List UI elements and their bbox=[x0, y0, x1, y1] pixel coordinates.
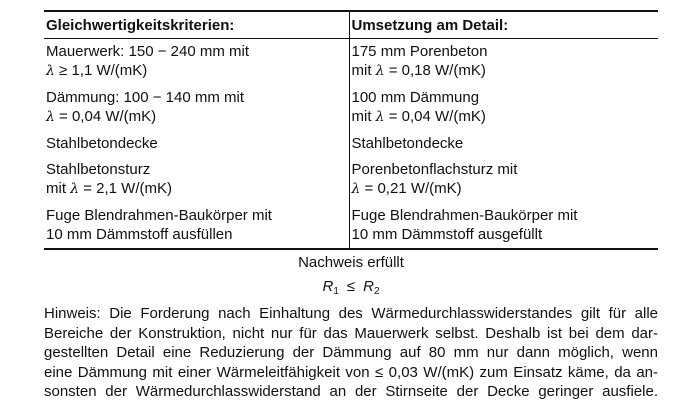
cell-text: Porenbetonflachsturz mit bbox=[351, 161, 518, 178]
table-row bbox=[44, 203, 658, 249]
cell-text: Dämmung: 100 − 140 mm mit bbox=[46, 89, 244, 106]
formula-right-sub: 2 bbox=[373, 286, 380, 297]
note-paragraph bbox=[44, 304, 658, 402]
header-implementation: Umsetzung am Detail: bbox=[349, 11, 658, 39]
implementation-cell bbox=[349, 85, 658, 131]
implementation-cell bbox=[349, 157, 658, 203]
resistance-formula bbox=[44, 277, 658, 301]
cell-text: Fuge Blendrahmen-Baukörper mit bbox=[351, 207, 578, 224]
table-row bbox=[44, 85, 658, 131]
header-criteria: Gleichwertigkeitskriterien: bbox=[44, 11, 349, 39]
implementation-cell bbox=[349, 39, 658, 86]
cell-text: 10 mm Dämmstoff ausfüllen bbox=[46, 226, 233, 243]
cell-text: Stahlbetonsturz bbox=[46, 161, 151, 178]
formula-left-var: R bbox=[322, 278, 334, 295]
formula-left-sub: 1 bbox=[333, 286, 339, 297]
cell-text: Fuge Blendrahmen-Baukörper mit bbox=[46, 207, 272, 224]
note-line: Bereiche der Konstruktion, nicht nur für das Mauerwerk selbst. Deshalb ist bei dem dar- bbox=[44, 324, 658, 342]
lambda-symbol: λ bbox=[46, 109, 55, 125]
formula-relation: ≤ bbox=[346, 278, 356, 295]
cell-text: Stahlbetondecke bbox=[351, 135, 464, 152]
note-line: eine Dämmung mit einer Wärmeleitfähigkeit von ≤ 0,03 W/(mK) zum Einsatz käme, da an- bbox=[44, 363, 658, 381]
lambda-symbol: λ bbox=[375, 109, 385, 125]
criteria-cell bbox=[44, 85, 349, 131]
criteria-cell bbox=[44, 157, 349, 203]
equivalence-table bbox=[44, 10, 658, 250]
lambda-symbol: λ bbox=[70, 181, 80, 197]
lambda-symbol: λ bbox=[46, 63, 55, 79]
proof-result: Nachweis erfüllt bbox=[298, 254, 404, 271]
cell-text: Mauerwerk: 150 − 240 mm mit bbox=[46, 43, 249, 60]
formula-right-var: R bbox=[363, 278, 374, 295]
criteria-cell bbox=[44, 39, 349, 86]
cell-text: λ = 0,21 W/(mK) bbox=[351, 180, 462, 197]
criteria-cell bbox=[44, 203, 349, 249]
table-row bbox=[44, 157, 658, 203]
implementation-cell bbox=[349, 131, 658, 157]
note-line: sonsten der Wärmedurchlasswiderstand an der Stirnseite der Decke geringer ausfiele. bbox=[44, 383, 658, 401]
cell-text: 100 mm Dämmung bbox=[351, 89, 480, 106]
table-header-row bbox=[44, 11, 658, 39]
cell-text: mit λ = 0,18 W/(mK) bbox=[351, 62, 486, 79]
table-row bbox=[44, 131, 658, 157]
cell-text: mit λ = 0,04 W/(mK) bbox=[351, 108, 486, 125]
note-line: Hinweis: Die Forderung nach Einhaltung des Wärmedurchlasswiderstandes gilt für alle bbox=[44, 305, 658, 322]
cell-text: λ ≥ 1,1 W/(mK) bbox=[46, 62, 148, 79]
cell-text: 175 mm Porenbeton bbox=[351, 43, 488, 60]
cell-text: Stahlbetondecke bbox=[46, 135, 158, 152]
lambda-symbol: λ bbox=[351, 181, 361, 197]
implementation-cell bbox=[349, 203, 658, 249]
cell-text: mit λ = 2,1 W/(mK) bbox=[46, 180, 172, 197]
table-row bbox=[44, 39, 658, 86]
cell-text: 10 mm Dämmstoff ausgefüllt bbox=[351, 226, 543, 243]
cell-text: λ = 0,04 W/(mK) bbox=[46, 108, 157, 125]
note-line: gestellten Detail eine Reduzierung der Dämmung auf 80 mm nur dann möglich, wenn bbox=[44, 344, 658, 362]
lambda-symbol: λ bbox=[375, 63, 385, 79]
criteria-cell bbox=[44, 131, 349, 157]
